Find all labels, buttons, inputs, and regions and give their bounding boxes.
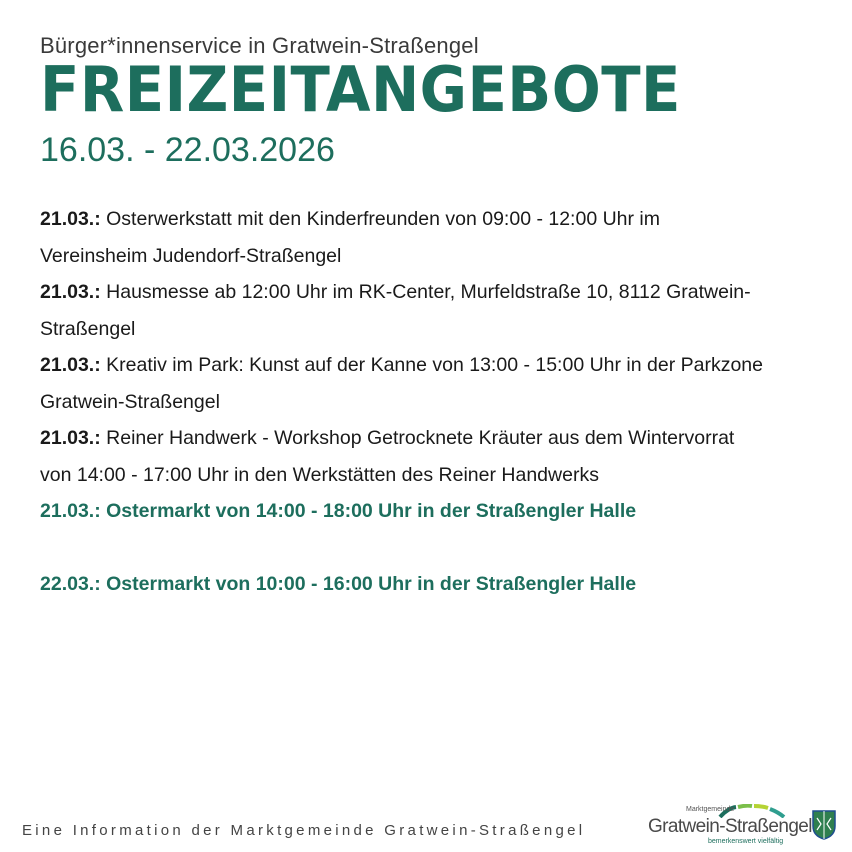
event-date: 21.03.:	[40, 427, 101, 449]
event-date: 21.03.:	[40, 354, 101, 376]
header	[40, 32, 820, 170]
event-date: 21.03.:	[40, 208, 101, 230]
event-text: Reiner Handwerk - Workshop Getrocknete Kräuter aus dem Wintervorrat von 14:00 - 17:00 Uhr in den Werkstätten des Reiner Handwerks	[40, 427, 735, 486]
logo-tagline: bemerkenswert vielfältig	[708, 838, 784, 845]
spacer	[40, 530, 770, 567]
event-item	[40, 274, 770, 347]
event-date: 21.03.:	[40, 281, 101, 303]
event-date: 22.03.:	[40, 573, 101, 595]
event-text: Ostermarkt von 14:00 - 18:00 Uhr in der Straßengler Halle	[100, 500, 637, 522]
highlight-event-item	[40, 566, 770, 603]
event-text: Kreativ im Park: Kunst auf der Kanne von 13:00 - 15:00 Uhr in der Parkzone Gratwein-Straßengel	[40, 354, 763, 413]
event-item	[40, 347, 770, 420]
event-text: Osterwerkstatt mit den Kinderfreunden von 09:00 - 12:00 Uhr im Vereinsheim Judendorf-Straßengel	[40, 208, 660, 267]
page-title: FREIZEITANGEBOTE	[40, 53, 681, 126]
page-subtitle: Bürger*innenservice in Gratwein-Straßengel	[40, 33, 479, 58]
footer-text: Eine Information der Marktgemeinde Gratwein-Straßengel	[22, 822, 586, 839]
event-list	[40, 201, 770, 603]
municipality-logo	[648, 806, 844, 850]
highlight-event-item	[40, 493, 770, 530]
event-date: 21.03.:	[40, 500, 101, 522]
event-item	[40, 201, 770, 274]
logo-name: Gratwein-Straßengel	[648, 816, 812, 837]
event-item	[40, 420, 770, 493]
event-text: Hausmesse ab 12:00 Uhr im RK-Center, Murfeldstraße 10, 8112 Gratwein-Straßengel	[40, 281, 751, 340]
event-text: Ostermarkt von 10:00 - 16:00 Uhr in der Straßengler Halle	[100, 573, 637, 595]
coat-of-arms-icon	[812, 810, 836, 840]
date-range: 16.03. - 22.03.2026	[40, 131, 335, 169]
logo-small-text: Marktgemeinde	[686, 806, 735, 813]
